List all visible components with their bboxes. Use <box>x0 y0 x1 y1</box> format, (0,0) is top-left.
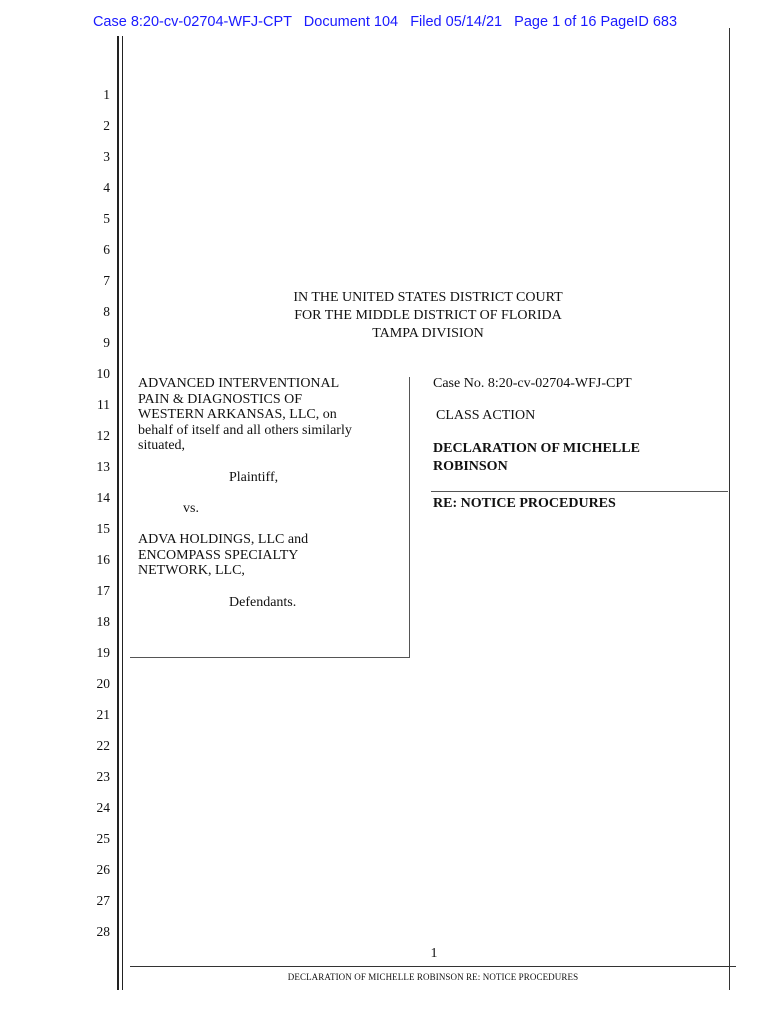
footer-rule <box>130 966 736 967</box>
defendant-name-line: NETWORK, LLC, <box>138 563 245 578</box>
plaintiff-name-line: behalf of itself and all others similarly <box>138 422 352 438</box>
line-number: 8 <box>103 304 110 319</box>
line-number: 26 <box>96 862 110 877</box>
page-number: 1 <box>430 946 438 961</box>
left-margin-rule-inner <box>122 36 123 990</box>
caption-divider-horizontal <box>130 657 410 658</box>
line-number: 20 <box>96 676 110 691</box>
footer-title: DECLARATION OF MICHELLE ROBINSON RE: NOTICE PROCEDURES <box>287 972 579 982</box>
line-number: 16 <box>96 552 110 567</box>
title-divider <box>431 491 728 492</box>
line-number: 17 <box>96 583 110 598</box>
defendants-label: Defendants. <box>229 595 297 610</box>
line-number: 5 <box>103 211 110 226</box>
caption-divider-vertical <box>409 377 410 658</box>
line-number: 12 <box>96 428 110 443</box>
line-number: 27 <box>96 893 110 908</box>
line-number: 22 <box>96 738 110 753</box>
line-number: 6 <box>103 242 110 257</box>
line-number: 7 <box>103 273 110 288</box>
left-margin-rule <box>117 36 119 990</box>
right-margin-rule <box>729 28 730 990</box>
document-title-line: DECLARATION OF MICHELLE <box>433 441 640 456</box>
line-number: 25 <box>96 831 110 846</box>
case-number: Case No. 8:20-cv-02704-WFJ-CPT <box>433 376 632 391</box>
line-number: 15 <box>96 521 110 536</box>
court-name: IN THE UNITED STATES DISTRICT COURT <box>293 290 563 305</box>
line-number: 13 <box>96 459 110 474</box>
line-number: 11 <box>97 397 110 412</box>
line-number: 24 <box>96 800 110 815</box>
line-number: 21 <box>96 707 110 722</box>
pleading-line-numbers <box>80 85 110 953</box>
plaintiff-name-line: situated, <box>138 438 186 453</box>
plaintiff-name-line: ADVANCED INTERVENTIONAL <box>138 376 340 391</box>
versus-label: vs. <box>183 501 199 516</box>
plaintiff-name-line: WESTERN ARKANSAS, LLC, on <box>138 407 337 422</box>
court-district: FOR THE MIDDLE DISTRICT OF FLORIDA <box>294 308 562 323</box>
filing-stamp-header: Case 8:20-cv-02704-WFJ-CPT Document 104 Filed 05/14/21 Page 1 of 16 PageID 683 <box>92 14 678 30</box>
plaintiff-name-line: PAIN & DIAGNOSTICS OF <box>138 391 303 407</box>
document-title-line: ROBINSON <box>433 459 508 474</box>
defendant-caption <box>138 532 398 579</box>
line-number: 28 <box>96 924 110 939</box>
line-number: 18 <box>96 614 110 629</box>
defendant-name-line: ADVA HOLDINGS, LLC and <box>138 532 309 547</box>
line-number: 9 <box>103 335 110 350</box>
document-subject: RE: NOTICE PROCEDURES <box>433 496 616 511</box>
court-heading <box>240 289 616 343</box>
line-number: 3 <box>103 149 110 164</box>
document-title <box>433 440 723 476</box>
plaintiff-caption <box>138 376 398 454</box>
line-number: 19 <box>96 645 110 660</box>
line-number: 23 <box>96 769 110 784</box>
defendant-name-line: ENCOMPASS SPECIALTY <box>138 547 299 563</box>
line-number: 14 <box>96 490 110 505</box>
plaintiff-label: Plaintiff, <box>229 470 279 485</box>
line-number: 4 <box>103 180 110 195</box>
line-number: 1 <box>103 87 110 102</box>
line-number: 10 <box>96 366 110 381</box>
class-action-label: CLASS ACTION <box>436 408 536 423</box>
court-division: TAMPA DIVISION <box>372 326 484 341</box>
line-number: 2 <box>103 118 110 133</box>
